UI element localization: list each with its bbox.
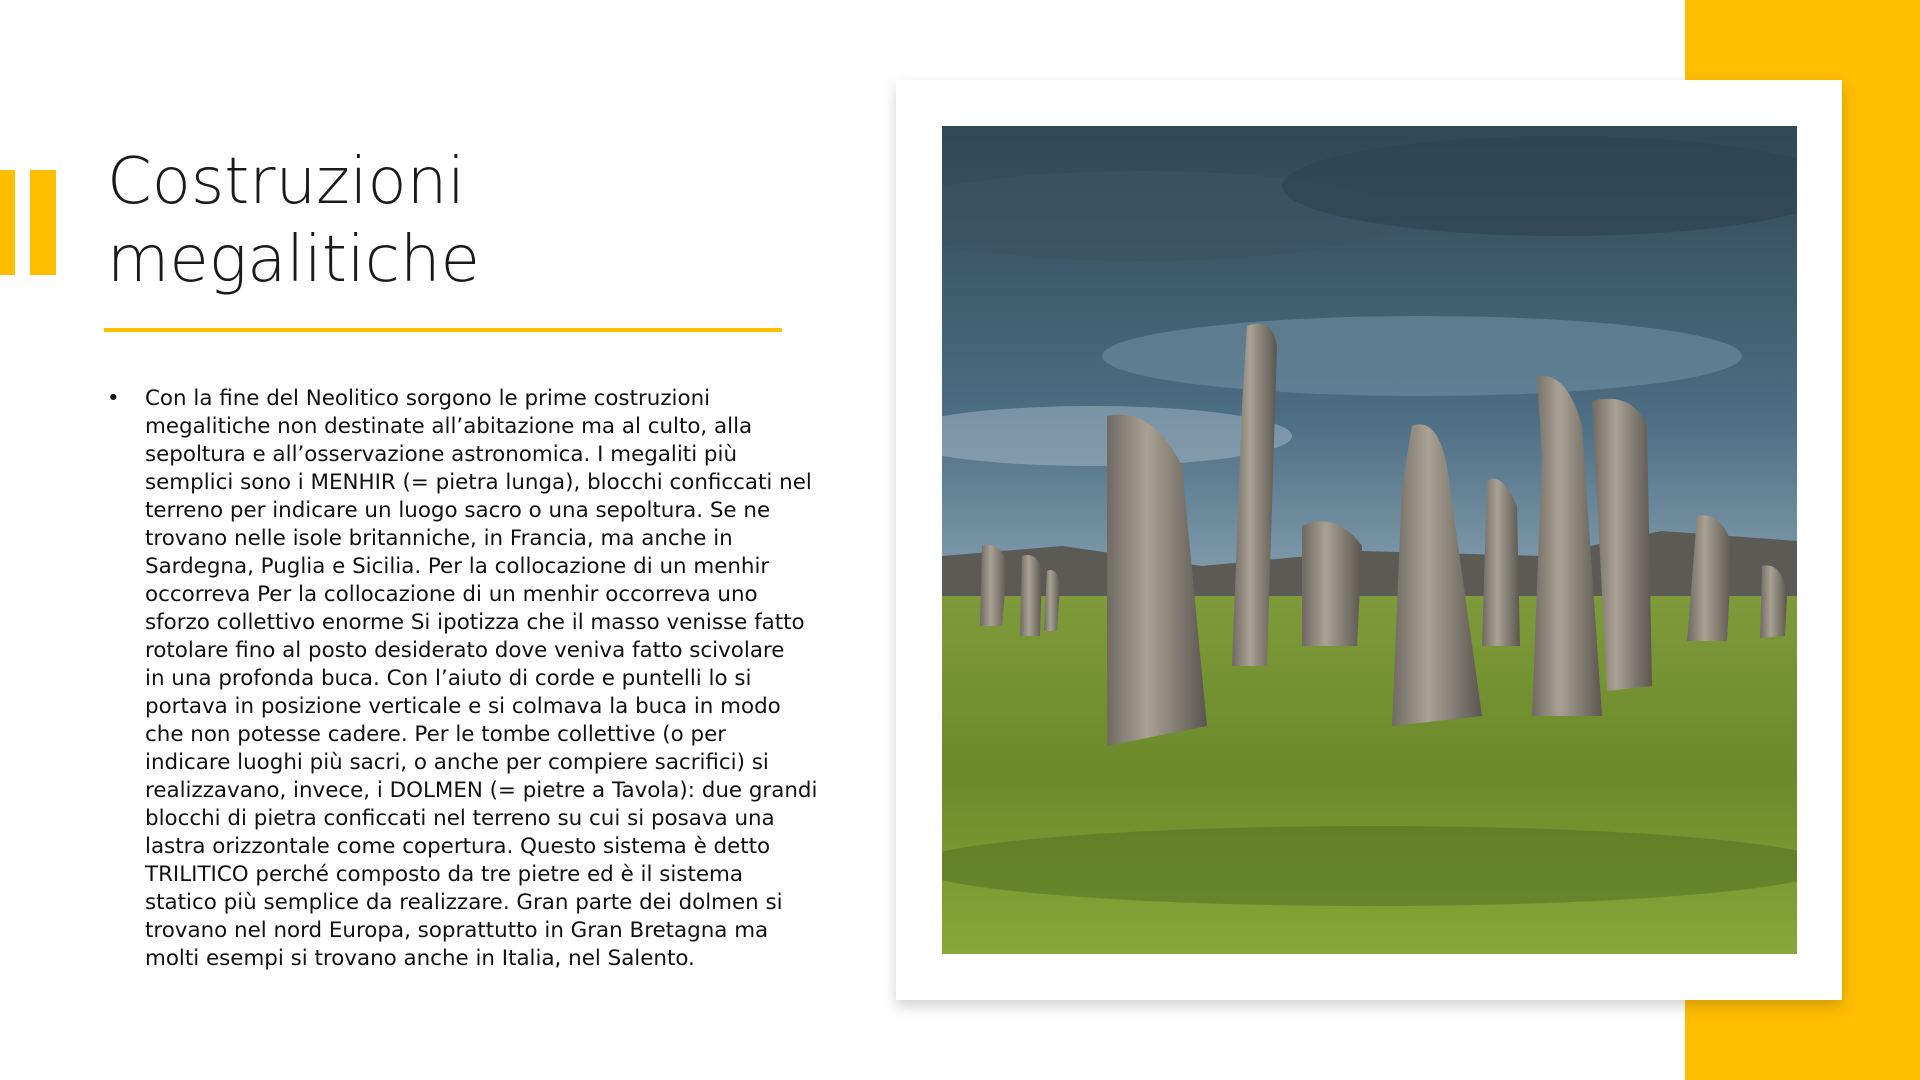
accent-tick-right xyxy=(30,170,56,275)
body-line: in una profonda buca. Con l’aiuto di corde e puntelli lo si xyxy=(145,666,752,691)
body-line: semplici sono i MENHIR (= pietra lunga), blocchi conficcati nel xyxy=(145,470,812,495)
body-line: sforzo collettivo enorme Si ipotizza che il masso venisse fatto xyxy=(145,610,805,635)
body-line: lastra orizzontale come copertura. Questo sistema è detto xyxy=(145,834,771,859)
body-line: trovano nel nord Europa, soprattutto in Gran Bretagna ma xyxy=(145,918,769,943)
slide-title xyxy=(107,143,807,299)
body-line: portava in posizione verticale e si colmava la buca in modo xyxy=(145,694,781,719)
title-line-2: megalitiche xyxy=(107,223,480,297)
body-line: rotolare fino al posto desiderato dove veniva fatto scivolare xyxy=(145,638,785,663)
body-line: Con la fine del Neolitico sorgono le prime costruzioni xyxy=(145,386,711,411)
accent-tick-left xyxy=(0,170,15,275)
body-line: Sardegna, Puglia e Sicilia. Per la collocazione di un menhir xyxy=(145,554,770,579)
body-line: terreno per indicare un luogo sacro o una sepoltura. Se ne xyxy=(145,498,771,523)
body-line: TRILITICO perché composto da tre pietre ed è il sistema xyxy=(145,862,743,887)
body-line: sepoltura e all’osservazione astronomica. I megaliti più xyxy=(145,442,738,467)
standing-stones-photo xyxy=(942,126,1797,954)
body-line: blocchi di pietra conficcati nel terreno su cui si posava una xyxy=(145,806,775,831)
title-line-1: Costruzioni xyxy=(107,145,466,219)
body-line: molti esempi si trovano anche in Italia, nel Salento. xyxy=(145,946,695,971)
standing-stones-illustration xyxy=(942,126,1797,954)
body-line: occorreva Per la collocazione di un menhir occorreva uno xyxy=(145,582,758,607)
body-line: che non potesse cadere. Per le tombe collettive (o per xyxy=(145,722,727,747)
body-line: statico più semplice da realizzare. Gran parte dei dolmen si xyxy=(145,890,783,915)
body-line: indicare luoghi più sacri, o anche per compiere sacrifici) si xyxy=(145,750,769,775)
body-line: trovano nelle isole britanniche, in Francia, ma anche in xyxy=(145,526,733,551)
body-paragraph xyxy=(145,385,817,973)
photo-frame xyxy=(896,80,1842,1000)
body-line: megalitiche non destinate all’abitazione ma al culto, alla xyxy=(145,414,753,439)
title-underline xyxy=(104,328,782,332)
body-bullet-item xyxy=(105,385,818,973)
body-line: realizzavano, invece, i DOLMEN (= pietre a Tavola): due grandi xyxy=(145,778,818,803)
bullet-marker: • xyxy=(107,386,120,411)
